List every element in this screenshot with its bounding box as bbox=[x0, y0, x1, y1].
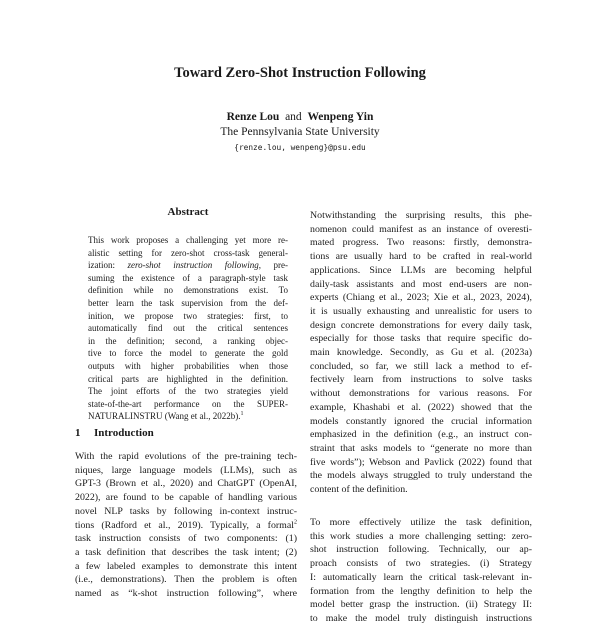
abstract-line: automatically find out the critical sentences bbox=[88, 323, 288, 334]
footnote-mark: 1 bbox=[240, 411, 244, 418]
author-2: Wenpeng Yin bbox=[307, 111, 374, 123]
abstract-line: in the definition; second, a ranking objec- bbox=[88, 335, 288, 346]
author-emails: {renze.lou, wenpeng}@psu.edu bbox=[234, 143, 366, 152]
body-line: straint that asks models to “generate no more than bbox=[310, 442, 532, 454]
body-line: With the rapid evolutions of the pre-training tech- bbox=[75, 451, 297, 462]
abstract-line: The joint efforts of the two strategies yield bbox=[88, 386, 288, 397]
intro-column-right bbox=[310, 209, 532, 497]
body-line: proach consists of two strategies. (i) Strategy bbox=[310, 558, 532, 570]
body-line: content of the definition. bbox=[310, 484, 408, 496]
author-conjunction: and bbox=[285, 111, 302, 123]
body-line: To more effectively utilize the task definition, bbox=[310, 517, 532, 528]
abstract-line: inition, we propose two strategies: first, to bbox=[88, 310, 288, 321]
section-number: 1 bbox=[75, 427, 81, 439]
body-line: (i.e., demonstrations). Then the problem is often bbox=[75, 574, 297, 586]
body-line: it is usually exhausting and unrealistic for users to bbox=[310, 305, 532, 317]
abstract-line: outputs with higher probabilities when those bbox=[88, 360, 288, 371]
abstract-line: This work proposes a challenging yet more re- bbox=[88, 235, 288, 245]
affiliation: The Pennsylvania State University bbox=[220, 126, 380, 138]
body-line: concluded, so far, we still lack a method to ef- bbox=[310, 360, 532, 372]
body-line: a few labeled examples to demonstrate this intent bbox=[75, 560, 297, 572]
body-line: this work studies a more challenging setting: zero- bbox=[310, 530, 532, 542]
body-line: main knowledge. Secondly, as Gu et al. (2023a) bbox=[310, 347, 532, 359]
body-line: especially for those tasks that require specific do- bbox=[310, 333, 532, 345]
body-line: niques, large language models (LLMs), such as bbox=[75, 464, 297, 476]
body-line: example, Khashabi et al. (2022) showed that the bbox=[310, 401, 532, 413]
intro-column-left bbox=[75, 450, 297, 601]
author-line bbox=[0, 111, 600, 123]
body-line: 2022), are found to be capable of handling various bbox=[75, 492, 297, 504]
abstract-line: tive to force the model to generate the gold bbox=[88, 348, 288, 359]
body-line: a task definition that describes the task intent; (2) bbox=[75, 546, 297, 558]
body-line: named as “k-shot instruction following”, where bbox=[75, 588, 297, 600]
section-title: Introduction bbox=[94, 427, 154, 439]
body-line: applications. Since LLMs are becoming helpful bbox=[310, 264, 532, 276]
body-line: without demonstrations for various reasons. For bbox=[310, 388, 532, 400]
abstract-line: state-of-the-art performance on the SUPER- bbox=[88, 398, 288, 409]
body-line: shot instruction following. Technically, our ap- bbox=[310, 544, 532, 556]
body-line: task instruction consists of two components: (1) bbox=[75, 533, 297, 545]
body-line: fectively learn from instructions to solve tasks bbox=[310, 374, 532, 386]
body-line: formation from the lengthy definition to help the bbox=[310, 585, 532, 597]
body-line: mated progress. Two reasons: firstly, demonstra- bbox=[310, 237, 532, 249]
paper-title: Toward Zero-Shot Instruction Following bbox=[174, 65, 426, 81]
body-line: I: automatically learn the critical task-relevant in- bbox=[310, 571, 532, 583]
abstract-line: NATURALINSTRU (Wang et al., 2022b).$^1$ bbox=[88, 411, 244, 422]
author-1: Renze Lou bbox=[226, 111, 280, 123]
body-line: five words”); Webson and Pavlick (2022) found that bbox=[310, 456, 532, 468]
body-line: emphasized in the definition (e.g., an instruct con- bbox=[310, 429, 532, 441]
footnote-mark: 2 bbox=[294, 519, 297, 526]
abstract-line: better learn the task supervision from the def- bbox=[88, 297, 288, 308]
body-line: daily-task assistants and most end-users are non- bbox=[310, 278, 532, 290]
abstract-line: definition while no demonstrations exist. To bbox=[88, 285, 288, 296]
body-line: Notwithstanding the surprising results, this phe- bbox=[310, 210, 532, 221]
intro-column-right-paragraph-2 bbox=[310, 516, 532, 626]
abstract-line: suming the existence of a paragraph-style task bbox=[88, 272, 288, 283]
body-line: tions (Radford et al., 2019). Typically, a formal$^2$ bbox=[75, 519, 297, 531]
abstract-body bbox=[88, 234, 288, 423]
body-line: novel NLP tasks by following in-context instruc- bbox=[75, 505, 297, 517]
body-line: nomenon could manifest as an instance of overesti- bbox=[310, 223, 532, 235]
abstract-line: alistic setting for zero-shot cross-task general- bbox=[88, 247, 288, 258]
body-line: the models always struggled to truly understand the bbox=[310, 470, 532, 482]
section-heading-introduction bbox=[75, 427, 154, 439]
abstract-line: ization: zero-shot instruction following, pre- bbox=[88, 260, 288, 271]
abstract-line: critical parts are highlighted in the definition. bbox=[88, 373, 288, 384]
body-line: model better grasp the instruction. (ii) Strategy II: bbox=[310, 599, 532, 611]
body-line: tions are usually hard to be crafted in real-world bbox=[310, 251, 532, 263]
body-line: models constantly ignored the crucial information bbox=[310, 415, 532, 427]
abstract-heading: Abstract bbox=[167, 206, 209, 218]
body-line: design concrete demonstrations for every daily task, bbox=[310, 319, 532, 331]
body-line: GPT-3 (Brown et al., 2020) and ChatGPT (OpenAI, bbox=[75, 478, 297, 490]
body-line: experts (Chiang et al., 2023; Xie et al., 2023, 2024), bbox=[310, 292, 532, 304]
body-line: to make the model truly distinguish instructions bbox=[310, 612, 532, 624]
